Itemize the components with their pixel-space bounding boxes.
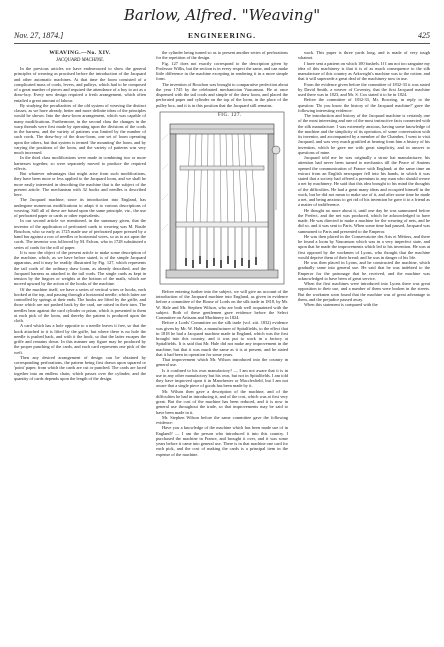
quoted-paragraph: He was then placed in the Conservatoire des Arts et Métiers, and there he found a loom by Vaucanson which was in a very imperfect state, and upon that he made the improvements which led to his invention. He was at first opposed by the workmen of Lyons, who thought that the machine would deprive them of their bread; and he was in danger of his life. bbox=[298, 233, 430, 260]
paragraph: work. This paper is three yards long, and is made of very tough whatnot. bbox=[298, 50, 430, 61]
paragraph: By studying the peculiarities of the old system of weaving the distinct classes, as we have already, better and more definite ideas of the principles would be shown. Into the draw-loom arrangement, which was capable of many modifications. Furthermore, in the second class the changes in the warp threads were first made by operating upon the divisions of the cords in the harness, and the variety of patterns was limited by the number of such cords. The draw-boy of the draw-loom, one set of loom operating upon the others, but that system is termed 'the mounting' the loom, and by varying the positions of the loom, and the variety of patterns was very much increased. bbox=[14, 102, 146, 155]
paragraph: A card which has a hole opposite to a needle leaves it free, so that the hook attached to it is lifted by the griffe, but where there is no hole the needle is pushed back, and with it the hook, so that the latter escapes the griffe and remains down. In this manner any figure may be produced by the proper punching of the cards, and each card represents one pick of the weft. bbox=[14, 323, 146, 355]
paragraph: Mr. Stephen Wilson before the same committee gave the following evidence: bbox=[156, 414, 288, 425]
running-head bbox=[14, 31, 430, 44]
paragraph: Is it confined to his own manufactory? — I am not aware that it is in use in any other manufactory but his own, but not in Spitalfields. I am told they have improved upon it in Manchester or Macclesfield, but I am not aware that a single piece of goods has been made by it. bbox=[156, 367, 288, 389]
paragraph: Of the machine itself, we have a series of vertical wires or hooks, each hooked at the top, and passing through a horizontal needle, which latter are controlled by springs at their ends. The hooks are lifted by the griffe, and those which are not pushed back by the card, are raised in their turn. The needles bear against the card cylinder or prism, which is presented to them at each pick of the loom, and thereby the pattern is produced upon the cloth. bbox=[14, 286, 146, 323]
article-subheading: JACQUARD MACHINE. bbox=[55, 58, 105, 63]
paragraph: But whatever advantages that might arise from such modifications, they have been more or less applied to the Jacquard loom, and we shall be more easily interested in describing the machine that is the subject of the present article. The mechanism with 32 hooks and needles is described here. bbox=[14, 171, 146, 197]
paragraph: the cylinder being turned so as to present another series of perforations for the repetition of the design. bbox=[156, 50, 288, 61]
paragraph: In our second article we mentioned, in the summary given, that the inventor of the application of perforated cards to weaving was M. Basile Bouchon, who so early as 1725 made use of perforated paper pressed by a hand bar against a row of needles or horizontal wires, so as to act upon the cords. The inventor was followed by M. Falcon, who in 1728 substituted a series of cards for the roll of paper. bbox=[14, 218, 146, 250]
handwritten-annotation: Barlow, Alfred. "Weaving" bbox=[123, 6, 321, 24]
quoted-paragraph: He thought no more about it, until one day he was summoned before the Prefect, and the net was produced, which he acknowledged to have made. He was directed to make a machine for the weaving of nets, and he did so, and it was sent to Paris. When some time had passed, Jacquard was summoned to Paris and presented to the Emperor. bbox=[298, 207, 430, 234]
quoted-paragraph: He was then placed in Lyons, and he constructed the machine, which gradually came into general use. He said that he was indebted to the Emperor for the patronage that he received, and the machine was acknowledged to have been of great service. bbox=[298, 260, 430, 281]
figure-label: FIG. 127. bbox=[218, 112, 242, 118]
paragraph: The Jacquard machine, since its introduction into England, has undergone numerous modifications to adapt it to various descriptions of weaving. Still all of these are based upon the same principle, viz., the use of perforated paper or cards or other equivalents. bbox=[14, 197, 146, 218]
jacquard-harness-illustration bbox=[156, 110, 288, 286]
paragraph: Mr. Wilson then gave a description of the machine, and of the difficulties he had in introducing it, and of the cost, which was at first very great. But the cost of the machine has been reduced, and it is now in general use throughout the trade, so that improvements may be said to have been made in it. bbox=[156, 388, 288, 415]
paragraph: It is now the object of the present article to make some description of the machine, which, as we have before stated, is of the simple Jacquard apparatus, and it may be readily illustrated by Fig. 127, which represents the tail cords of the ordinary draw loom, as already described, and the Jacquard harness as attached to the tail cords. The single cards as kept in tension by the lingoes or weights at the bottom of the mails, which are moved upward by the action of the hooks of the machine. bbox=[14, 249, 146, 287]
paragraph: In the third class modifications were made in combining two or more harnesses together, so were separately moved to produce the required effects. bbox=[14, 155, 146, 171]
column-left bbox=[14, 50, 146, 640]
column-right bbox=[298, 50, 430, 640]
quoted-paragraph: The introduction and history of the Jacquard machine is certainly one of the most interesting and one of the most instructive facts connected with the silk manufacture. I was extremely anxious, having some knowledge of the machine and the simplicity of its operation, of some conversation with its inventor, and accompanied by a member of the Chamber, I went to visit Jacquard, and was very much gratified at hearing from him a history of his invention, which he gave me with great simplicity, and in answer to questions of mine. bbox=[298, 113, 430, 155]
paragraph: The invention of Bouchon was brought to comparative perfection about the year 1745 by the celebrated mechanician Vaucanson. He at once dispensed with the tail cords and simple of the draw loom, and placed the perforated paper and cylinder on the top of the loom, in the place of the pulley box, and it is in this position that the Jacquard still remains. bbox=[156, 81, 288, 108]
paragraph: Before a Lords' Committee on the silk trade (vol. xiii. 1832) evidence was given by Mr. W. Hale, a manufacturer of Spitalfields, to the effect that in 1818 he had a Jacquard machine made in England, which was the first brought into this country, and it was put to work in a factory at Spitalfields. It is said that Mr. Hale did not make any improvement in the machine, but that it was much the same as it is at present, and he stated that it had been in operation for some years. bbox=[156, 320, 288, 357]
page-number: 425 bbox=[418, 31, 430, 40]
paragraph: Have you a knowledge of the machine which has been made use of in England? — I am the person who introduced it into this country. I purchased the machine in France, and brought it over, and it was some years before it came into general use. There is in that machine one card for each pick, and the cost of making the cards is a principal item in the expense of the machine. bbox=[156, 425, 288, 457]
paragraph: When the first machines were introduced into Lyons there was great opposition to their use, and a number of them were broken in the streets. But the workmen soon found that the machine was of great advantage to them, and the prejudice passed away. bbox=[298, 281, 430, 302]
paragraph: Fig. 127 does not exactly correspond to the description given by Professor Willis, but the section is in every respect the same, and can make little difference in the machine excepting in rendering it in a more simple form. bbox=[156, 60, 288, 82]
paragraph: Then any desired arrangement of design can be obtained by corresponding perforations, the pattern being first drawn upon squared or 'point' paper, from which the cards are cut or punched. The cards are laced together into an endless chain, which passes over the cylinder, and the quantity of cards depends upon the length of the design. bbox=[14, 354, 146, 381]
article-heading: WEAVING.—No. XIV. bbox=[49, 50, 111, 56]
issue-date: Nov. 27, 1874.] bbox=[14, 31, 64, 40]
paragraph: Before entering further into the subject, we will give an account of the introduction of the Jacquard machine into England, as given in evidence before a committee of the House of Lords on the silk trade in 1818, by Mr. W. Hale and Mr. Stephen Wilson, who are both well acquainted with the subject. Both of these gentlemen gave evidence before the Select Committee on Artisans and Machinery in 1824. bbox=[156, 288, 288, 320]
paragraph: When this statement is compared with the bbox=[304, 302, 378, 307]
figure-127 bbox=[156, 110, 288, 286]
paragraph: Before the committee of 1832-33, Mr. Bowring, in reply to the question: 'Do you know the history of the Jacquard machine?' gave the following interesting evidence: bbox=[298, 97, 430, 113]
journal-title: ENGINEERING. bbox=[187, 31, 257, 40]
quoted-paragraph: Jacquard told me he was originally a straw hat manufacturer; his attention had never been turned to mechanics till the Peace of Amiens opened the communication of France with England; at the same time an extract from an English newspaper fell into his hands, in which it was stated that a society had offered a premium to any man who should weave a net by machinery. He said that this idea brought to his mind the thoughts of the difficulties. He had a great many ideas and occupied himself in the work, but he did not mean to make use of it, and after some time he made a net, and being anxious to get rid of his invention he gave it to a friend as a matter of indifference. bbox=[298, 155, 430, 208]
paragraph: From the evidence given before the committee of 1832-33 it was stated by David Smith, a weaver of Coventry, that the first Jacquard machine used there was in 1823, and Mr. S. Cox stated it to be in 1824. bbox=[298, 81, 430, 97]
paragraph: That improvement which Mr. Wilson introduced into the country in general use. bbox=[156, 357, 288, 368]
column-middle bbox=[156, 50, 288, 640]
paragraph: I have sent a pattern on which 100 bushels. If I am not too sanguine my idea of this machinery is that it is of as much consequence to the silk manufacture of this country as Arkwright's machine was to the cotton; and that it will supersede a great deal of the machinery now in use. bbox=[298, 60, 430, 82]
paragraph: In the previous articles we have endeavoured to show the general principles of weaving as practised before the introduction of the Jacquard and other automatic machines. At that time the loom consisted of a complicated mass of cords, levers, and pulleys, which had to be composed of a great number of pieces and required the attendance of a boy to act as a draw-boy. Every new design required a fresh arrangement, which often entailed a great amount of labour. bbox=[14, 66, 146, 103]
